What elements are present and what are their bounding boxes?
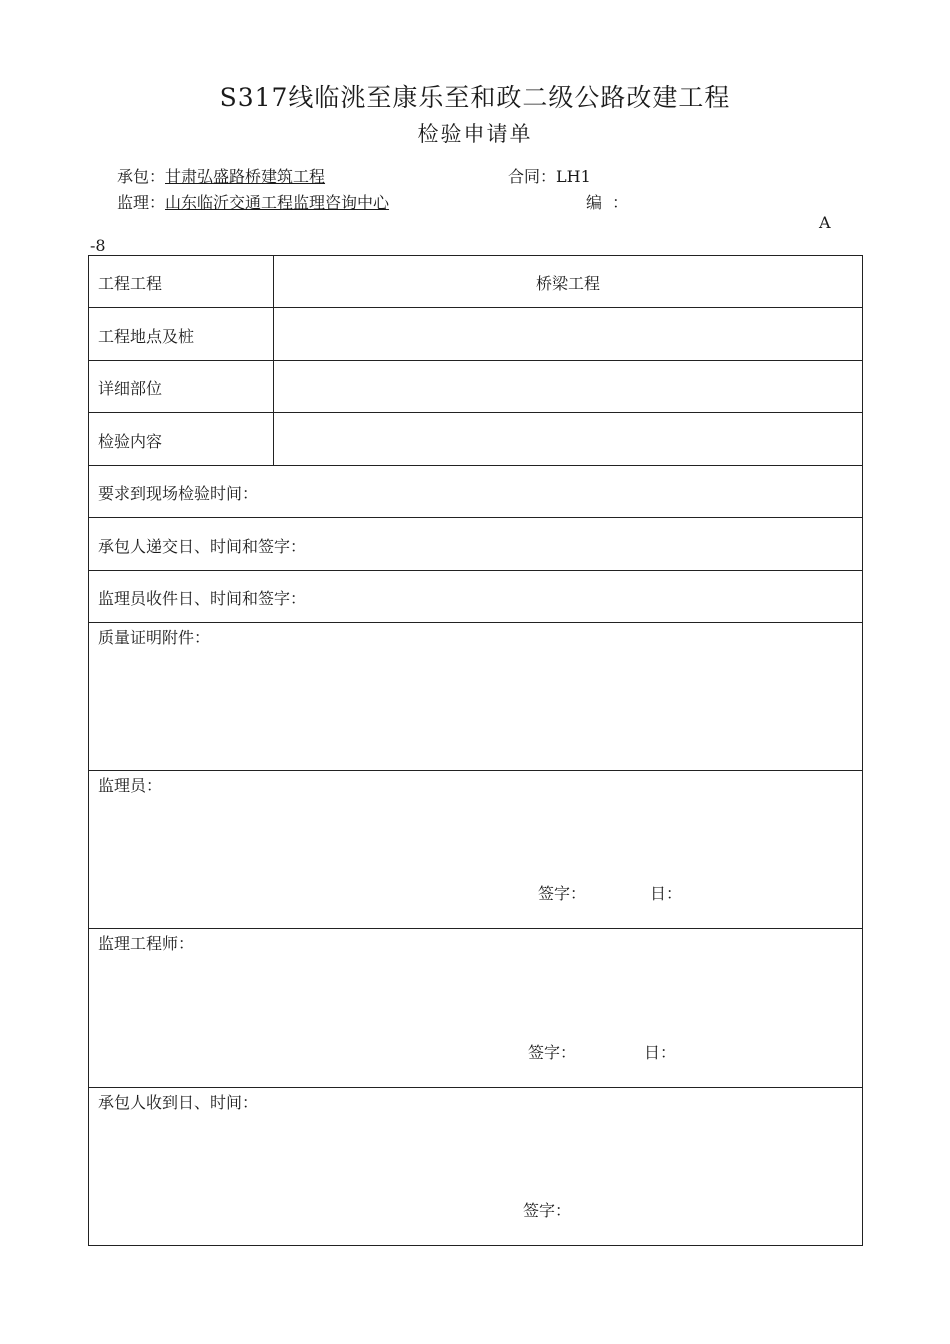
- engineer-section-label: 监理工程师：: [98, 934, 195, 953]
- inspection-time-field: 要求到现场检验时间：: [98, 484, 259, 503]
- contract-value: LH1: [556, 167, 591, 186]
- form-code-a: A: [819, 213, 831, 232]
- supervisor-value: 山东临沂交通工程监理咨询中心: [165, 193, 390, 212]
- contractor-submit-field: 承包人递交日、时间和签字：: [98, 537, 307, 556]
- contract-line: [508, 164, 591, 187]
- contractor-value: 甘肃弘盛路桥建筑工程: [165, 167, 326, 186]
- row-value-project: 桥梁工程: [535, 274, 600, 293]
- engineer-sign-label: 签字：: [528, 1043, 577, 1062]
- inspector-sign-label: 签字：: [538, 884, 587, 903]
- contractor-receipt-sign-label: 签字：: [523, 1201, 572, 1220]
- supervisor-line: [117, 190, 389, 213]
- contract-label: 合同：: [508, 167, 557, 186]
- engineer-date-label: 日：: [644, 1043, 677, 1062]
- inspector-date-label: 日：: [650, 884, 683, 903]
- row-label-project: 工程工程: [98, 274, 163, 293]
- number-label: 编 ：: [586, 193, 629, 212]
- row-label-part: 详细部位: [98, 379, 163, 398]
- row-label-content: 检验内容: [98, 432, 163, 451]
- form-code-b: -8: [90, 236, 106, 255]
- contractor-line: [117, 164, 325, 187]
- contractor-label: 承包：: [117, 167, 166, 186]
- page-subtitle: 检验申请单: [417, 122, 533, 146]
- quality-attachments-label: 质量证明附件：: [98, 628, 211, 647]
- inspection-form-table: [88, 255, 863, 1246]
- row-label-location: 工程地点及桩: [98, 327, 195, 346]
- supervisor-label: 监理：: [117, 193, 166, 212]
- contractor-receipt-label: 承包人收到日、时间：: [98, 1093, 259, 1112]
- inspector-section-label: 监理员：: [98, 776, 163, 795]
- page-title: S317线临洮至康乐至和政二级公路改建工程: [219, 83, 731, 112]
- inspector-receive-field: 监理员收件日、时间和签字：: [98, 589, 307, 608]
